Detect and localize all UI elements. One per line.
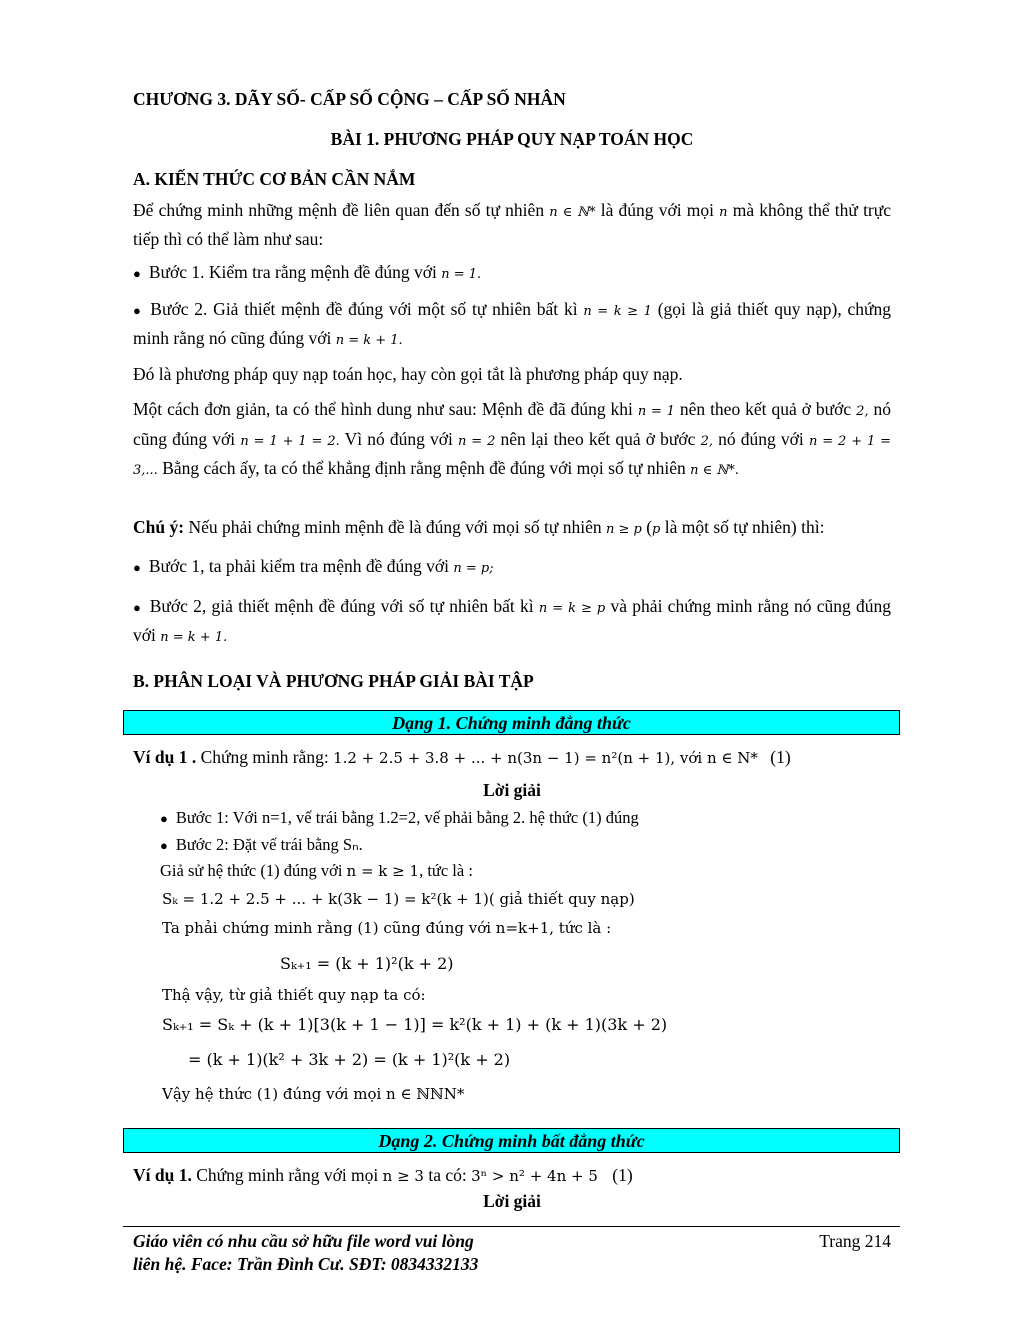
section-b-heading: B. PHÂN LOẠI VÀ PHƯƠNG PHÁP GIẢI BÀI TẬP bbox=[133, 671, 534, 691]
intro-text-2: là đúng với mọi bbox=[600, 200, 714, 220]
chapter-title: CHƯƠNG 3. DÃY SỐ- CẤP SỐ CỘNG – CẤP SỐ NHÂN bbox=[133, 89, 566, 109]
step-1-math: n = 1. bbox=[441, 267, 482, 282]
solution-conclusion: Vậy hệ thức (1) đúng với mọi n ∈ ℕℕN* bbox=[162, 1085, 465, 1103]
bullet-icon: ● bbox=[133, 303, 143, 318]
intro-text-1: Để chứng minh những mệnh đề liên quan đến số tự nhiên bbox=[133, 200, 545, 220]
lesson-title: BÀI 1. PHƯƠNG PHÁP QUY NẠP TOÁN HỌC bbox=[330, 129, 694, 149]
solution-sk-formula: Sₖ = 1.2 + 2.5 + ... + k(3k − 1) = k²(k + 1)( giả thiết quy nạp) bbox=[162, 890, 635, 908]
explain-math-1: n = 1 bbox=[637, 404, 675, 419]
example-2 bbox=[133, 1162, 891, 1190]
step-2 bbox=[133, 296, 891, 354]
step-2-text-2: (gọi là giả thiết quy nạp), chứng minh rằng nó cũng đúng với bbox=[133, 299, 892, 348]
explain-paragraph bbox=[133, 396, 891, 485]
example-2-math-1: n ≥ 3 bbox=[382, 1167, 424, 1185]
explain-math-6: n = 2 + 1 = 3,... bbox=[133, 433, 892, 478]
note-math-2: p bbox=[652, 522, 661, 537]
note-step-2-text-1: Bước 2, giả thiết mệnh đề đúng với số tự nhiên bất kì bbox=[149, 596, 534, 616]
method-line: Đó là phương pháp quy nạp toán học, hay còn gọi tắt là phương pháp quy nạp. bbox=[133, 364, 683, 384]
explain-text-6: nó đúng với bbox=[718, 428, 804, 449]
explain-text-1: Một cách đơn giản, ta có thể hình dung như sau: Mệnh đề đã đúng khi bbox=[133, 399, 633, 419]
bullet-icon: ● bbox=[133, 560, 141, 575]
solution-need-text: Ta phải chứng minh rằng (1) cũng đúng với n=k+1, tức là : bbox=[162, 919, 612, 937]
step-2-math-1: n = k ≥ 1 bbox=[583, 304, 652, 319]
footer-line-2: liên hệ. Face: Trần Đình Cư. SĐT: 0834332133 bbox=[133, 1254, 479, 1274]
note-paragraph bbox=[133, 514, 891, 543]
bullet-icon: ● bbox=[133, 266, 141, 281]
bullet-icon: ● bbox=[133, 600, 142, 615]
explain-text-7: Bằng cách ấy, ta có thể khẳng định rằng mệnh đề đúng với mọi số tự nhiên bbox=[162, 458, 686, 478]
explain-text-3: nó cũng đúng với bbox=[133, 399, 892, 449]
explain-text-5: nên lại theo kết quả ở bước bbox=[500, 428, 696, 449]
explain-text-2: nên theo kết quả ở bước bbox=[679, 399, 852, 419]
footer-divider bbox=[123, 1226, 900, 1227]
example-2-label: Ví dụ 1. bbox=[133, 1165, 192, 1185]
bullet-icon: ● bbox=[160, 811, 168, 826]
solution-step-1-text: Bước 1: Với n=1, vế trái bằng 1.2=2, vế phải bằng 2. hệ thức (1) đúng bbox=[175, 808, 639, 827]
example-1-text: Chứng minh rằng: bbox=[200, 747, 329, 767]
explain-text-4: Vì nó đúng với bbox=[344, 428, 453, 449]
solution-assume-text-1: Giả sử hệ thức (1) đúng với bbox=[160, 861, 343, 880]
note-step-2-text-2: và phải chứng minh rằng nó cũng đúng với bbox=[133, 596, 892, 645]
section-a-heading: A. KIẾN THỨC CƠ BẢN CẦN NẮM bbox=[133, 169, 416, 189]
note-math-1: n ≥ p bbox=[605, 522, 642, 537]
solution-assume-text-2: , tức là : bbox=[419, 861, 473, 880]
example-2-text-2: ta có: bbox=[428, 1165, 467, 1185]
note-step-2-math-1: n = k ≥ p bbox=[538, 601, 606, 616]
solution-step-1 bbox=[160, 804, 891, 832]
step-1 bbox=[133, 259, 891, 288]
note-step-2 bbox=[133, 593, 891, 651]
note-step-2-math-2: n = k + 1. bbox=[160, 630, 228, 645]
note-text-3: là một số tự nhiên) thì: bbox=[664, 517, 825, 537]
solution-label-2: Lời giải bbox=[483, 1191, 541, 1211]
solution-label: Lời giải bbox=[483, 780, 541, 800]
bullet-icon: ● bbox=[160, 838, 168, 853]
explain-math-3: n = 1 + 1 = 2. bbox=[240, 433, 340, 449]
solution-step-2 bbox=[160, 831, 891, 859]
solution-indeed-text: Thậ vậy, từ giả thiết quy nạp ta có: bbox=[162, 986, 426, 1004]
page-number: Trang 214 bbox=[819, 1231, 891, 1251]
note-step-1 bbox=[133, 553, 891, 582]
explain-math-5: 2, bbox=[700, 433, 713, 449]
intro-math-2: n bbox=[719, 205, 728, 220]
solution-sk1-formula: Sₖ₊₁ = (k + 1)²(k + 2) bbox=[280, 954, 454, 973]
explain-math-2: 2, bbox=[856, 404, 869, 419]
solution-eq-1: Sₖ₊₁ = Sₖ + (k + 1)[3(k + 1 − 1)] = k²(k + 1) + (k + 1)(3k + 2) bbox=[162, 1015, 668, 1034]
step-2-text-1: Bước 2. Giả thiết mệnh đề đúng với một số tự nhiên bất kì bbox=[150, 299, 578, 319]
type-1-banner: Dạng 1. Chứng minh đẳng thức bbox=[123, 710, 900, 735]
note-text-1: Nếu phải chứng minh mệnh đề là đúng với mọi số tự nhiên bbox=[188, 517, 602, 537]
example-2-text-1: Chứng minh rằng với mọi bbox=[196, 1165, 379, 1185]
example-2-tag: (1) bbox=[612, 1165, 633, 1185]
type-2-banner: Dạng 2. Chứng minh bất đẳng thức bbox=[123, 1128, 900, 1153]
example-1-tag: (1) bbox=[770, 747, 791, 767]
solution-step-2-text: Bước 2: Đặt vế trái bằng Sₙ. bbox=[175, 835, 363, 854]
step-1-text: Bước 1. Kiểm tra rằng mệnh đề đúng với bbox=[148, 262, 437, 282]
solution-eq-2: = (k + 1)(k² + 3k + 2) = (k + 1)²(k + 2) bbox=[188, 1050, 511, 1069]
note-step-1-text: Bước 1, ta phải kiểm tra mệnh đề đúng với bbox=[148, 556, 450, 576]
explain-math-4: n = 2 bbox=[458, 433, 496, 449]
example-1-label: Ví dụ 1 . bbox=[133, 747, 197, 767]
note-step-1-math: n = p; bbox=[453, 561, 494, 576]
intro-math-1: n ∈ ℕ* bbox=[549, 205, 596, 220]
explain-math-7: n ∈ ℕ*. bbox=[690, 463, 739, 478]
intro-text-3: mà không thể thử trực tiếp thì có thể làm như sau: bbox=[133, 200, 892, 249]
footer-contact bbox=[133, 1230, 891, 1276]
example-1 bbox=[133, 744, 891, 772]
intro-paragraph bbox=[133, 197, 891, 253]
step-2-math-2: n = k + 1. bbox=[335, 333, 403, 348]
example-2-formula: 3ⁿ > n² + 4n + 5 bbox=[471, 1167, 598, 1185]
solution-assume bbox=[160, 857, 891, 885]
solution-assume-math: n = k ≥ 1 bbox=[346, 862, 420, 880]
note-text-2: ( bbox=[646, 517, 653, 537]
footer-line-1: Giáo viên có nhu cầu sở hữu file word vui lòng bbox=[133, 1231, 474, 1251]
note-label: Chú ý: bbox=[133, 517, 185, 537]
example-1-formula: 1.2 + 2.5 + 3.8 + ... + n(3n − 1) = n²(n + 1), với n ∈ N* bbox=[333, 749, 758, 767]
